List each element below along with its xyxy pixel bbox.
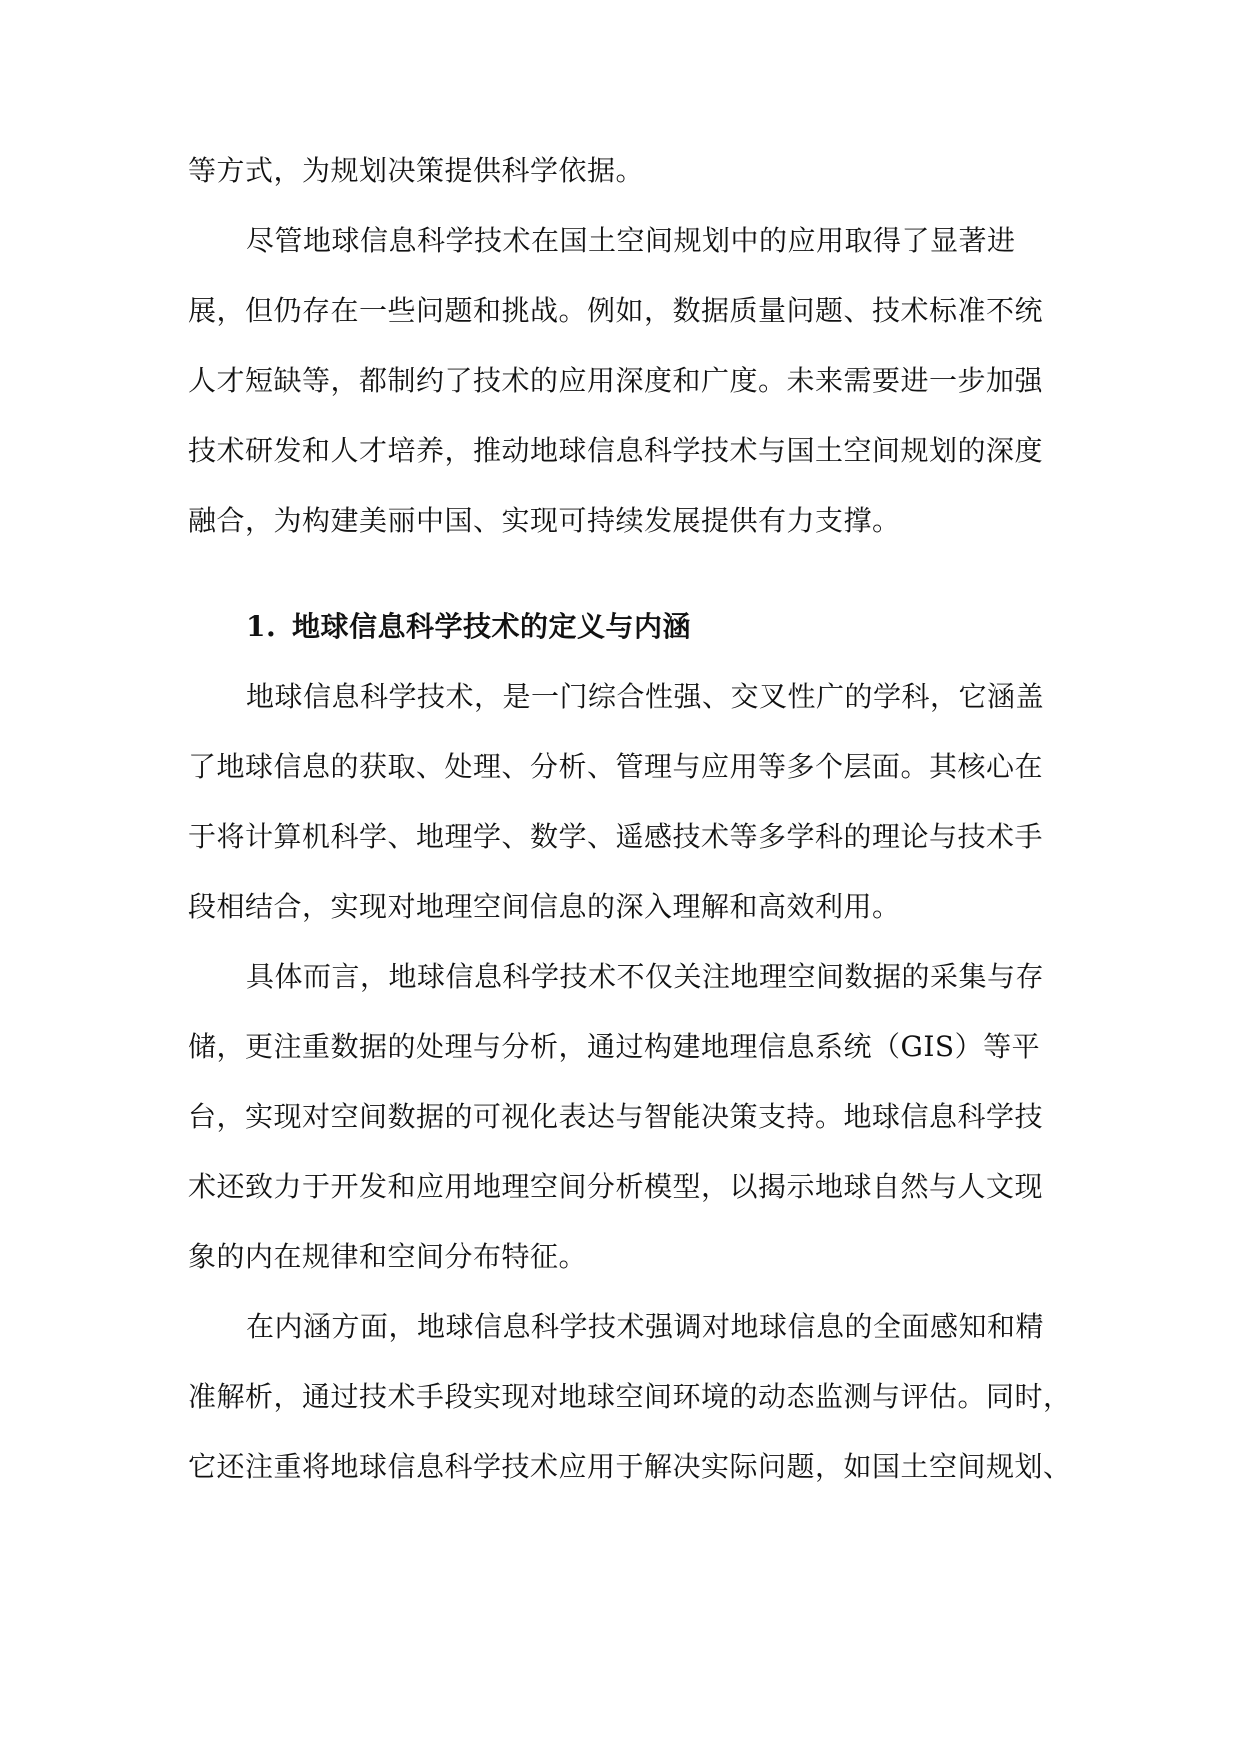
- section-spacer: [188, 556, 1054, 592]
- paragraph-line: 象的内在规律和空间分布特征。: [188, 1240, 588, 1273]
- paragraph-line: 地球信息科学技术，是一门综合性强、交叉性广的学科，它涵盖: [246, 680, 1045, 713]
- paragraph: [188, 1292, 1072, 1502]
- paragraph-line: 融合，为构建美丽中国、实现可持续发展提供有力支撑。: [188, 504, 901, 537]
- paragraph-line: 台，实现对空间数据的可视化表达与智能决策支持。地球信息科学技: [188, 1100, 1044, 1133]
- paragraph: [188, 136, 1054, 206]
- document-body: [188, 136, 1072, 1502]
- paragraph: [188, 942, 1054, 1292]
- paragraph-line: 人才短缺等，都制约了技术的应用深度和广度。未来需要进一步加强: [188, 364, 1044, 397]
- paragraph-line: 段相结合，实现对地理空间信息的深入理解和高效利用。: [188, 890, 901, 923]
- paragraph-line: 等方式，为规划决策提供科学依据。: [188, 154, 645, 187]
- paragraph-line: 具体而言，地球信息科学技术不仅关注地理空间数据的采集与存: [246, 960, 1045, 993]
- paragraph-line: 技术研发和人才培养，推动地球信息科学技术与国土空间规划的深度: [188, 434, 1044, 467]
- section-title: 地球信息科学技术的定义与内涵: [292, 610, 692, 643]
- paragraph: [188, 662, 1054, 942]
- paragraph-line: 在内涵方面，地球信息科学技术强调对地球信息的全面感知和精: [246, 1310, 1045, 1343]
- paragraph-line: 于将计算机科学、地理学、数学、遥感技术等多学科的理论与技术手: [188, 820, 1044, 853]
- paragraph-line: 了地球信息的获取、处理、分析、管理与应用等多个层面。其核心在: [188, 750, 1044, 783]
- section-heading: [188, 592, 1054, 662]
- paragraph-line: 准解析，通过技术手段实现对地球空间环境的动态监测与评估。同时，: [188, 1380, 1072, 1413]
- paragraph: [188, 206, 1054, 556]
- section-number: 1.: [246, 610, 277, 643]
- paragraph-line: 术还致力于开发和应用地理空间分析模型，以揭示地球自然与人文现: [188, 1170, 1044, 1203]
- paragraph-line: 它还注重将地球信息科学技术应用于解决实际问题，如国土空间规划、: [188, 1450, 1072, 1483]
- paragraph-line: 展，但仍存在一些问题和挑战。例如，数据质量问题、技术标准不统: [188, 294, 1044, 327]
- paragraph-line: 储，更注重数据的处理与分析，通过构建地理信息系统（GIS）等平: [188, 1030, 1041, 1063]
- paragraph-line: 尽管地球信息科学技术在国土空间规划中的应用取得了显著进: [246, 224, 1016, 257]
